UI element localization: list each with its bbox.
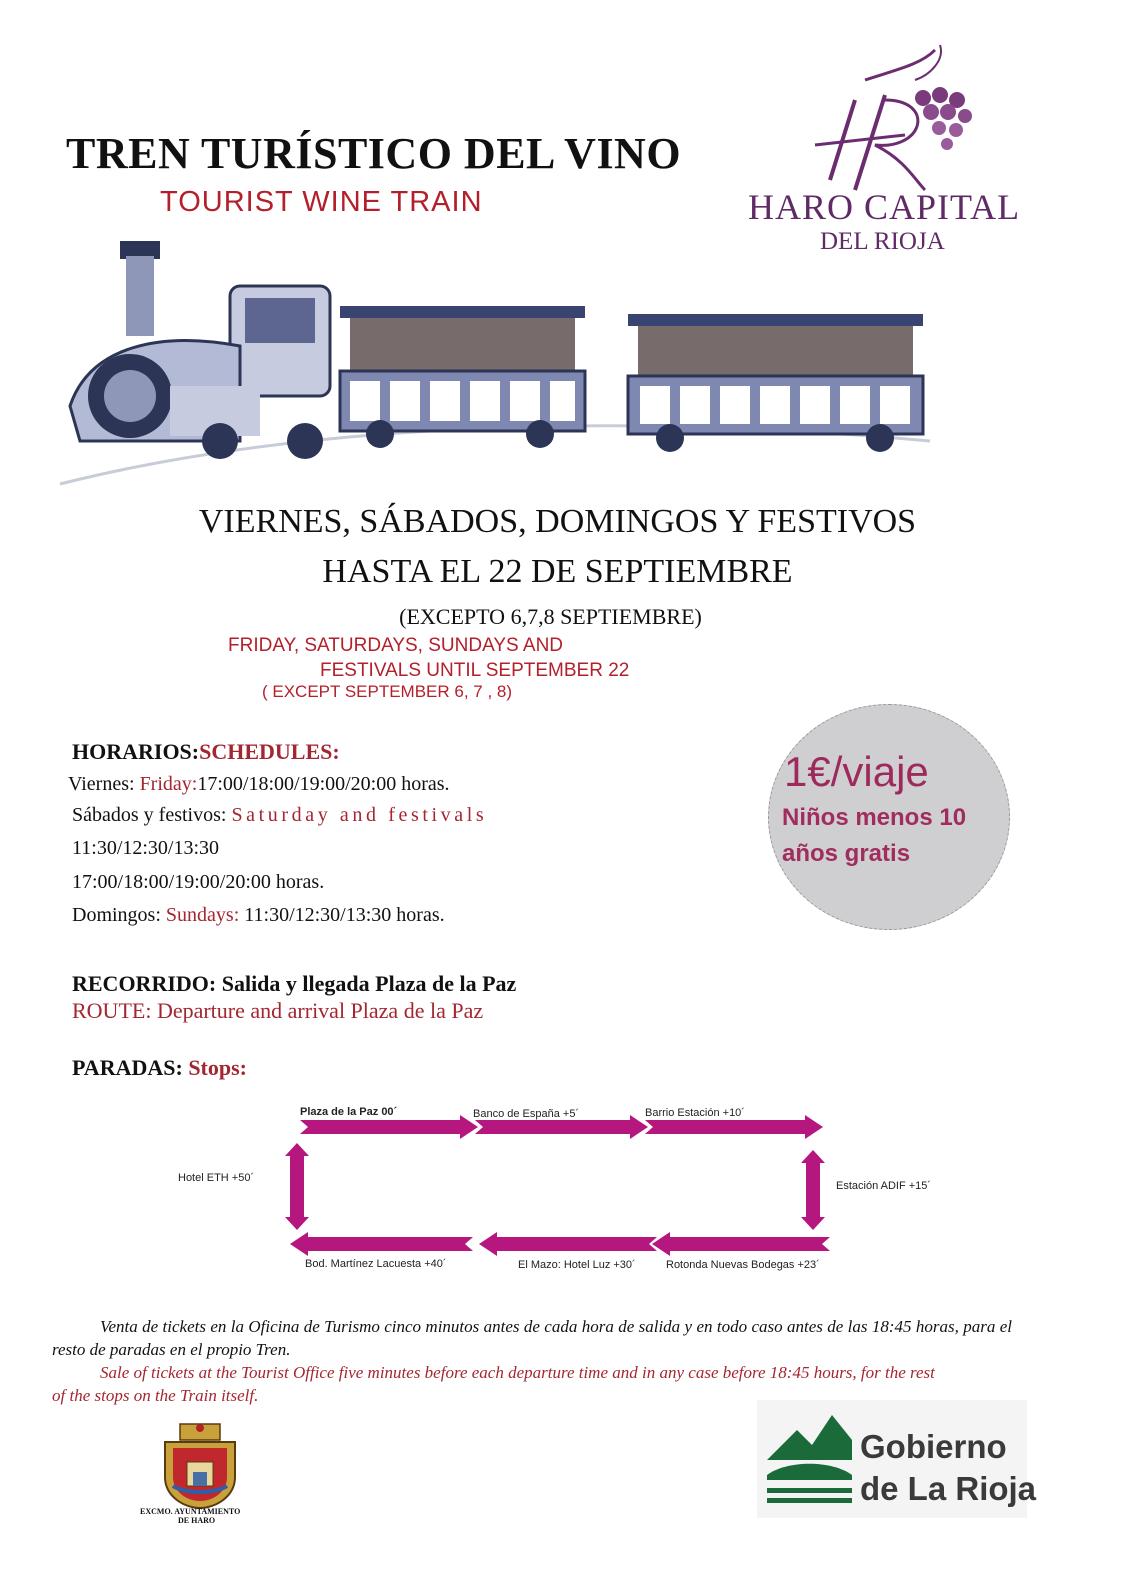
route-es: RECORRIDO: Salida y llegada Plaza de la Paz [72, 971, 517, 996]
haro-logo-line1: HARO CAPITAL [748, 187, 1021, 227]
grape-cluster-icon [865, 45, 972, 150]
schedule-friday [68, 773, 450, 796]
locomotive-icon [70, 241, 330, 459]
route-en: ROUTE: Departure and arrival Plaza de la Paz [72, 998, 484, 1023]
carriage-icon [340, 306, 585, 448]
stop-label: Banco de España +5´ [473, 1108, 580, 1120]
ayuntamiento-label-line1: EXCMO. AYUNTAMIENTO [140, 1507, 241, 1516]
ayuntamiento-label-line2: DE HARO [178, 1516, 216, 1525]
arrow-left-icon [290, 1232, 473, 1256]
saturday-label-es: Sábados y festivos: [72, 804, 232, 826]
until-date-es: HASTA EL 22 DE SEPTIEMBRE [322, 553, 793, 590]
page-subtitle: TOURIST WINE TRAIN [160, 186, 483, 218]
tourist-train-illustration [50, 236, 940, 486]
friday-label-en: Friday: [139, 773, 198, 795]
until-date-en: FESTIVALS UNTIL SEPTEMBER 22 [320, 660, 630, 681]
stops-heading-en: Stops: [188, 1055, 247, 1080]
carriage-icon [628, 314, 923, 452]
friday-label-es: Viernes: [68, 773, 140, 795]
arrow-vertical-icon [285, 1143, 309, 1230]
schedules-heading [72, 739, 340, 765]
stop-label: Bod. Martínez Lacuesta +40´ [305, 1258, 447, 1270]
stop-label: Estación ADIF +15´ [836, 1180, 932, 1192]
haro-coat-of-arms-icon [155, 1422, 245, 1510]
kids-free-line1: Niños menos 10 [782, 804, 967, 831]
stops-route-diagram [170, 1095, 932, 1285]
hr-monogram-icon [815, 95, 925, 190]
schedules-heading-es: HORARIOS: [72, 739, 200, 764]
arrow-left-icon [479, 1232, 657, 1256]
tickets-info [52, 1315, 1012, 1407]
haro-logo-line2: DEL RIOJA [820, 228, 945, 255]
price-per-trip: 1€/viaje [784, 748, 929, 795]
kids-free-line2: años gratis [782, 840, 911, 867]
schedule-saturday [72, 804, 487, 827]
sunday-label-en: Sundays: [165, 904, 240, 926]
days-line-es: VIERNES, SÁBADOS, DOMINGOS Y FESTIVOS [198, 503, 917, 540]
sunday-times: 11:30/12:30/13:30 horas. [239, 904, 445, 926]
stops-heading-es: PARADAS: [72, 1055, 189, 1080]
days-line-en: FRIDAY, SATURDAYS, SUNDAYS AND [228, 635, 564, 656]
saturday-times-morning: 11:30/12:30/13:30 [72, 837, 220, 859]
stop-label: El Mazo: Hotel Luz +30´ [518, 1259, 636, 1271]
arrow-right-icon [300, 1115, 478, 1139]
tickets-info-es: Venta de tickets en la Oficina de Turismo cinco minutos antes de cada hora de salida y en todo caso antes de las 18:45 horas, para el resto de paradas en el propio Tren. [52, 1317, 1012, 1359]
stops-heading [72, 1055, 247, 1081]
gobierno-logo-line2: de La Rioja [860, 1470, 1037, 1507]
arrow-vertical-icon [801, 1150, 825, 1230]
sunday-label-es: Domingos: [72, 904, 166, 926]
gobierno-logo-line1: Gobierno [860, 1428, 1007, 1465]
stop-label: Barrio Estación +10´ [645, 1107, 745, 1119]
arrow-left-icon [652, 1232, 830, 1256]
except-dates-es: (EXCEPTO 6,7,8 SEPTIEMBRE) [399, 604, 702, 629]
page-title: TREN TURÍSTICO DEL VINO [66, 129, 682, 178]
stop-label: Plaza de la Paz 00´ [300, 1106, 398, 1118]
schedules-heading-en: SCHEDULES: [199, 739, 340, 764]
except-dates-en: ( EXCEPT SEPTEMBER 6, 7 , 8) [262, 682, 513, 701]
stop-label: Hotel ETH +50´ [178, 1172, 255, 1184]
schedule-sunday [72, 904, 445, 927]
tickets-info-en: Sale of tickets at the Tourist Office five minutes before each departure time and in any case before 18:45 hours, for the rest of the stops on the Train itself. [52, 1363, 935, 1405]
saturday-label-en: Saturday and festivals [231, 804, 488, 826]
saturday-times-afternoon: 17:00/18:00/19:00/20:00 horas. [72, 871, 325, 893]
stop-label: Rotonda Nuevas Bodegas +23´ [666, 1259, 820, 1271]
friday-times: 17:00/18:00/19:00/20:00 horas. [197, 773, 450, 795]
